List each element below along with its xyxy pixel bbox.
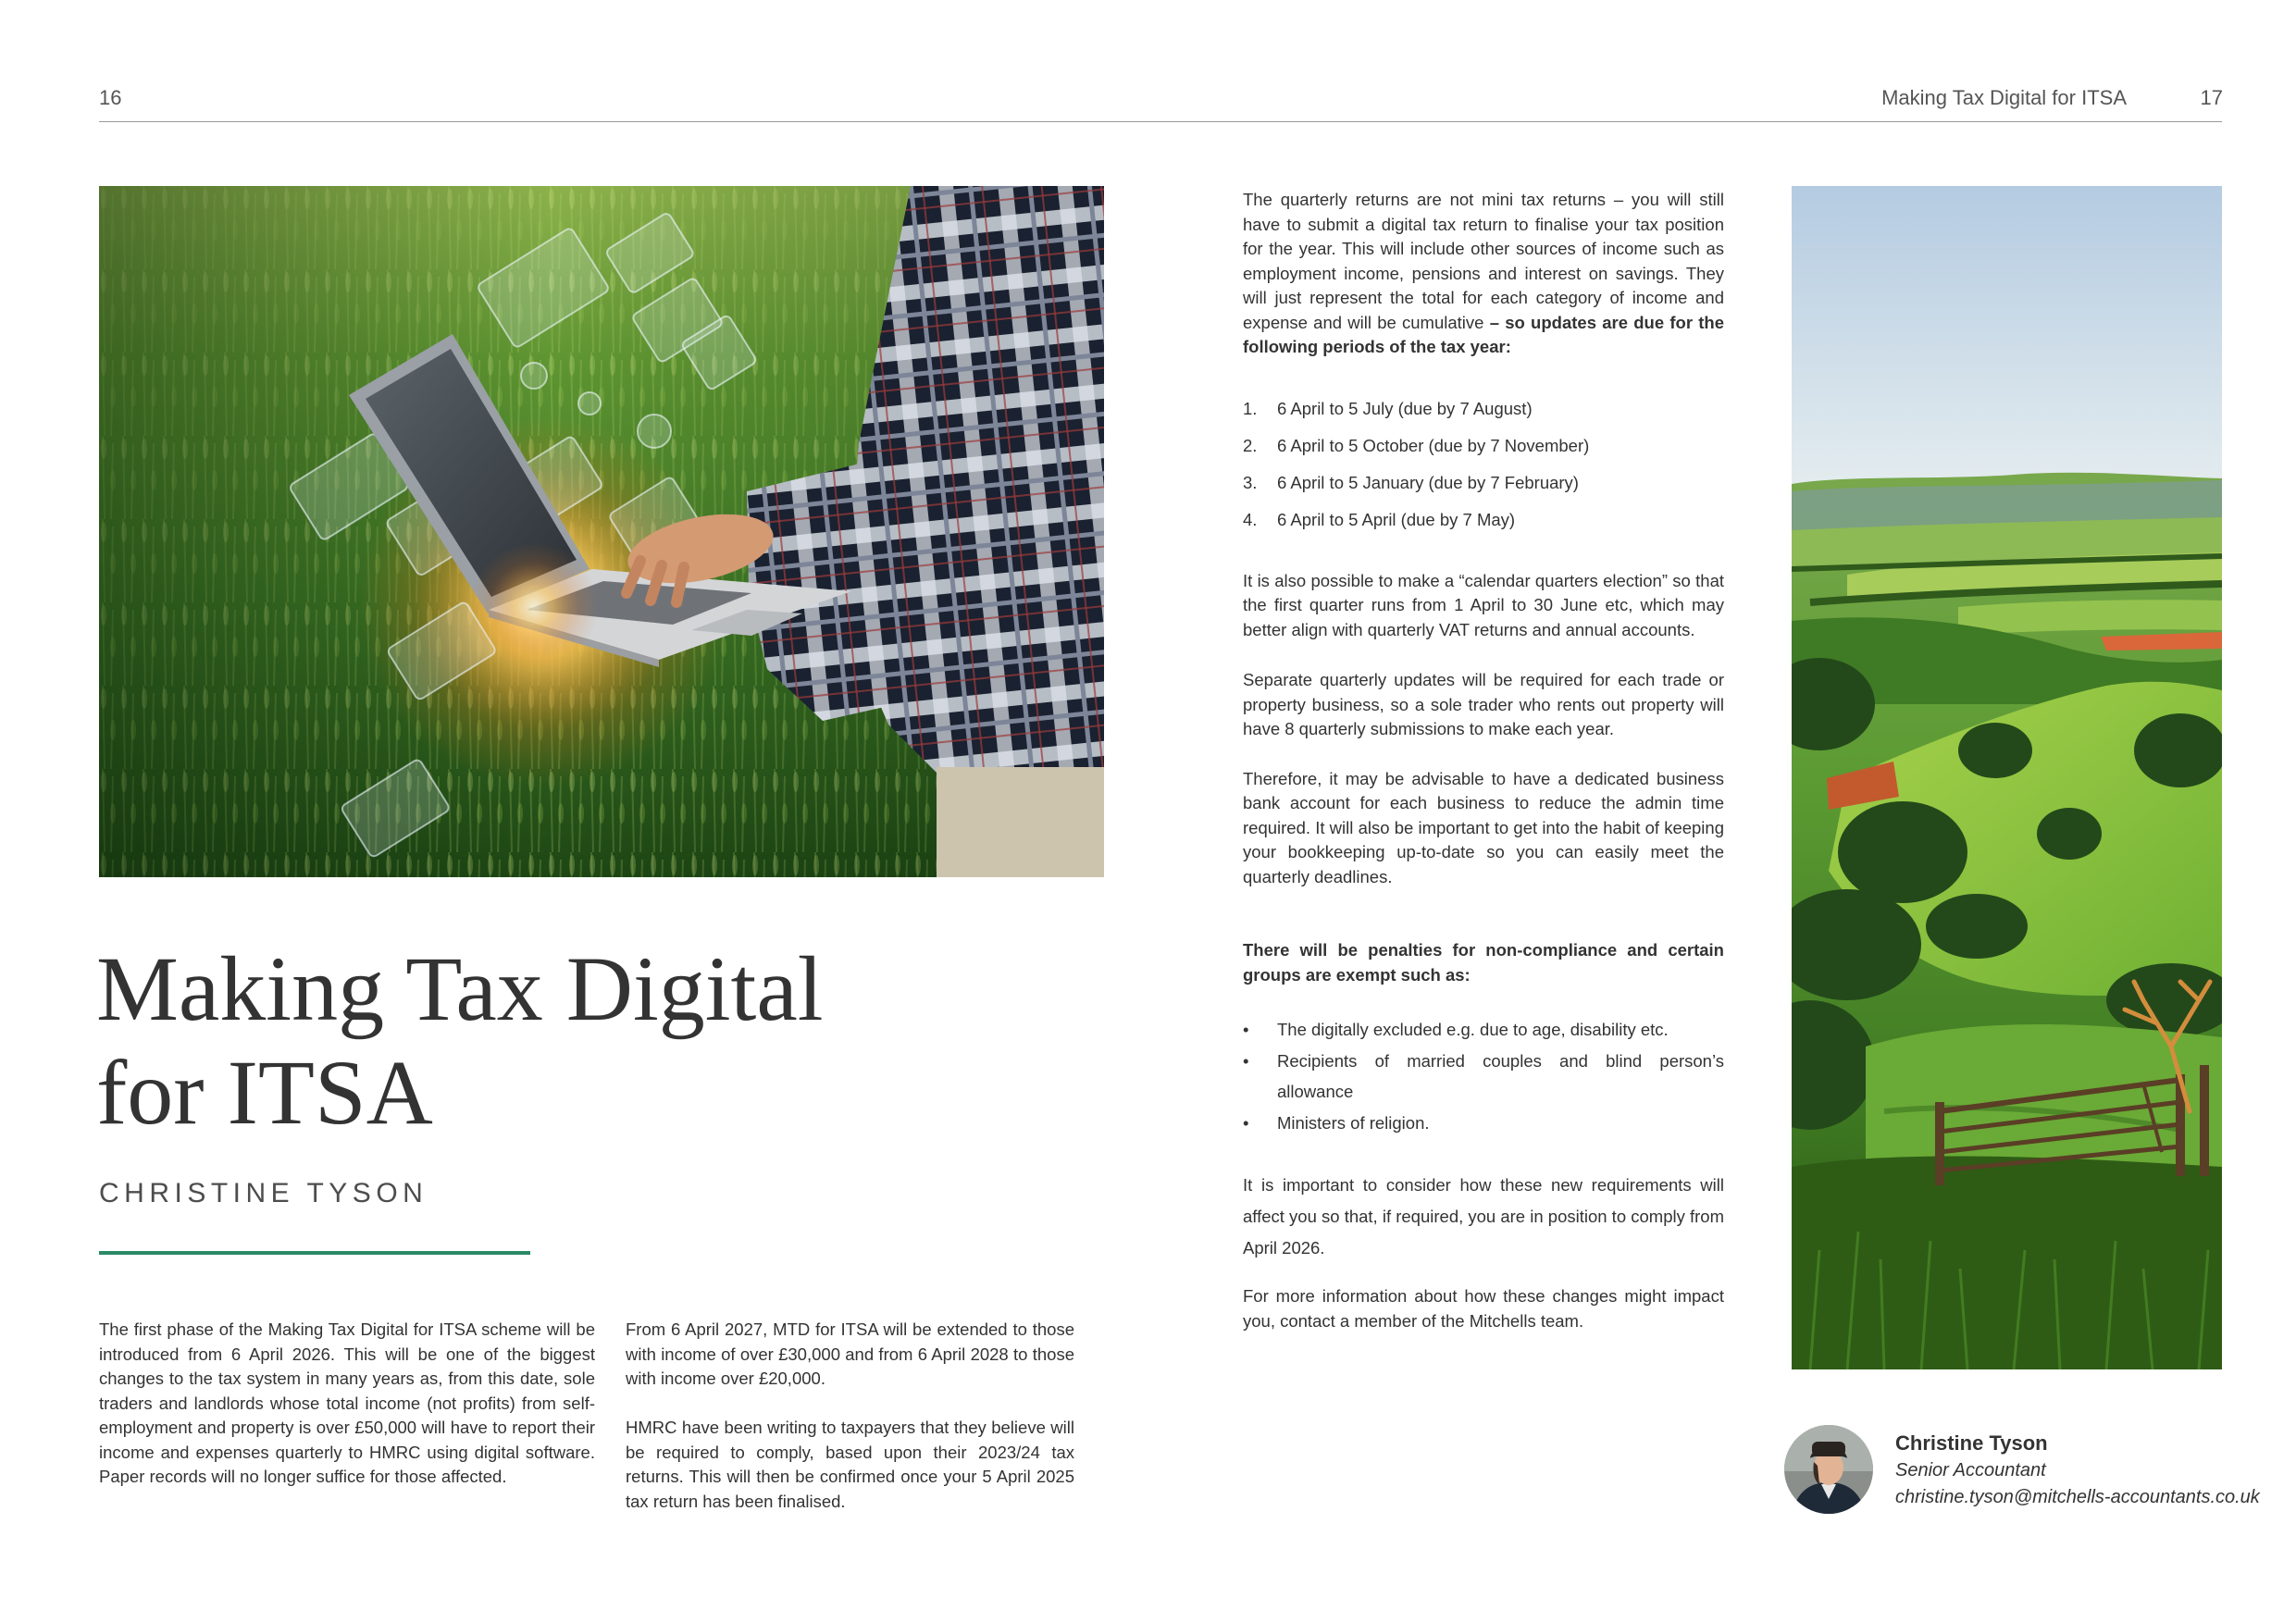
list-number: 1. — [1243, 398, 1258, 418]
accent-divider — [99, 1251, 530, 1255]
trousers — [937, 767, 1104, 877]
list-item — [1243, 1046, 1724, 1108]
list-item — [1243, 397, 1724, 421]
laptop-in-wheat-field-photo — [99, 186, 1104, 877]
header-rule — [99, 121, 2222, 122]
author-email: christine.tyson@mitchells-accountants.co.uk — [1895, 1487, 2260, 1507]
title-line-2: for ITSA — [96, 1041, 433, 1144]
list-item — [1243, 508, 1724, 532]
article-title — [96, 937, 824, 1145]
author-role: Senior Accountant — [1895, 1459, 2046, 1481]
right-page-number: 17 — [2200, 86, 2223, 109]
body-paragraph: Therefore, it may be advisable to have a dedicated business bank account for each business to reduce the admin time required. It will also be important to get into the habit of keeping your bookkeeping up-to-date so you can easily meet the quarterly deadlines. — [1243, 768, 1724, 886]
list-number: 3. — [1243, 472, 1258, 492]
countryside-landscape-photo — [1792, 186, 2222, 1369]
list-text: 6 April to 5 July (due by 7 August) — [1277, 398, 1533, 418]
list-text: 6 April to 5 January (due by 7 February) — [1277, 472, 1579, 492]
body-paragraph: The first phase of the Making Tax Digital for ITSA scheme will be introduced from 6 April 2026. This will be one of the biggest changes to the tax system in many years as, from this date, sole traders and landlords whose total income (not profits) from self-employment and property is over £50,000 will have to report their income and expenses quarterly to HMRC using digital software. Paper records will no longer suffice for those affected. — [99, 1319, 595, 1486]
author-details — [1895, 1430, 2260, 1512]
intro-paragraph — [1243, 188, 1724, 360]
list-item — [1243, 434, 1724, 458]
running-title: Making Tax Digital for ITSA — [1881, 86, 2127, 109]
body-paragraph: Separate quarterly updates will be required for each trade or property business, so a sole trader who rents out property will have 8 quarterly submissions to make each year. — [1243, 670, 1724, 738]
list-text: 6 April to 5 October (due by 7 November) — [1277, 435, 1590, 455]
body-paragraph: It is also possible to make a “calendar quarters election” so that the first quarter runs from 1 April to 30 June etc, which may better align with quarterly VAT returns and annual accounts. — [1243, 570, 1724, 639]
list-number: 4. — [1243, 509, 1258, 529]
body-column-1 — [99, 1318, 595, 1490]
body-paragraph: From 6 April 2027, MTD for ITSA will be extended to those with income of over £30,000 and from 6 April 2028 to those with income over £20,000. — [626, 1319, 1074, 1388]
author-byline: CHRISTINE TYSON — [99, 1178, 428, 1208]
hero-photo-illustration — [99, 186, 1104, 877]
list-item — [1243, 471, 1724, 495]
landscape-photo-illustration — [1792, 186, 2222, 1369]
list-item — [1243, 1014, 1724, 1046]
bullet: • — [1243, 1112, 1249, 1133]
title-line-1: Making Tax Digital — [96, 937, 824, 1040]
list-item — [1243, 1108, 1724, 1139]
author-name: Christine Tyson — [1895, 1431, 2048, 1455]
bullet: • — [1243, 1020, 1249, 1039]
left-page-number: 16 — [99, 86, 122, 109]
penalties-heading: There will be penalties for non-compliance and certain groups are exempt such as: — [1243, 940, 1724, 985]
list-number: 2. — [1243, 435, 1258, 455]
list-text: Recipients of married couples and blind person’s allowance — [1277, 1050, 1724, 1102]
exemptions-list — [1243, 1014, 1724, 1138]
body-column-2 — [626, 1318, 1074, 1514]
quarterly-periods-list — [1243, 397, 1724, 532]
author-portrait-photo — [1784, 1425, 1873, 1514]
author-portrait-illustration — [1784, 1425, 1873, 1514]
body-paragraph: HMRC have been writing to taxpayers that they believe will be required to comply, based upon their 2023/24 tax returns. This will then be confirmed once your 5 April 2025 tax return has been finalised. — [626, 1418, 1074, 1511]
list-text: 6 April to 5 April (due by 7 May) — [1277, 509, 1516, 529]
intro-text: The quarterly returns are not mini tax returns – you will still have to submit a digital tax return to finalise your tax position for the year. This will include other sources of income such as employment income, pensions and interest on savings. They will just represent the total for each category of income and expense and will be cumulative — [1243, 190, 1724, 332]
body-paragraph: For more information about how these changes might impact you, contact a member of the Mitchells team. — [1243, 1286, 1724, 1332]
bullet: • — [1243, 1050, 1249, 1071]
intro-bold-text: – so updates are due for the following periods of the tax year: — [1243, 312, 1724, 356]
list-text: Ministers of religion. — [1277, 1112, 1430, 1133]
body-paragraph: It is important to consider how these new requirements will affect you so that, if required, you are in position to comply from April 2026. — [1243, 1175, 1724, 1258]
body-column-3 — [1243, 188, 1724, 1333]
list-text: The digitally excluded e.g. due to age, disability etc. — [1277, 1020, 1669, 1039]
